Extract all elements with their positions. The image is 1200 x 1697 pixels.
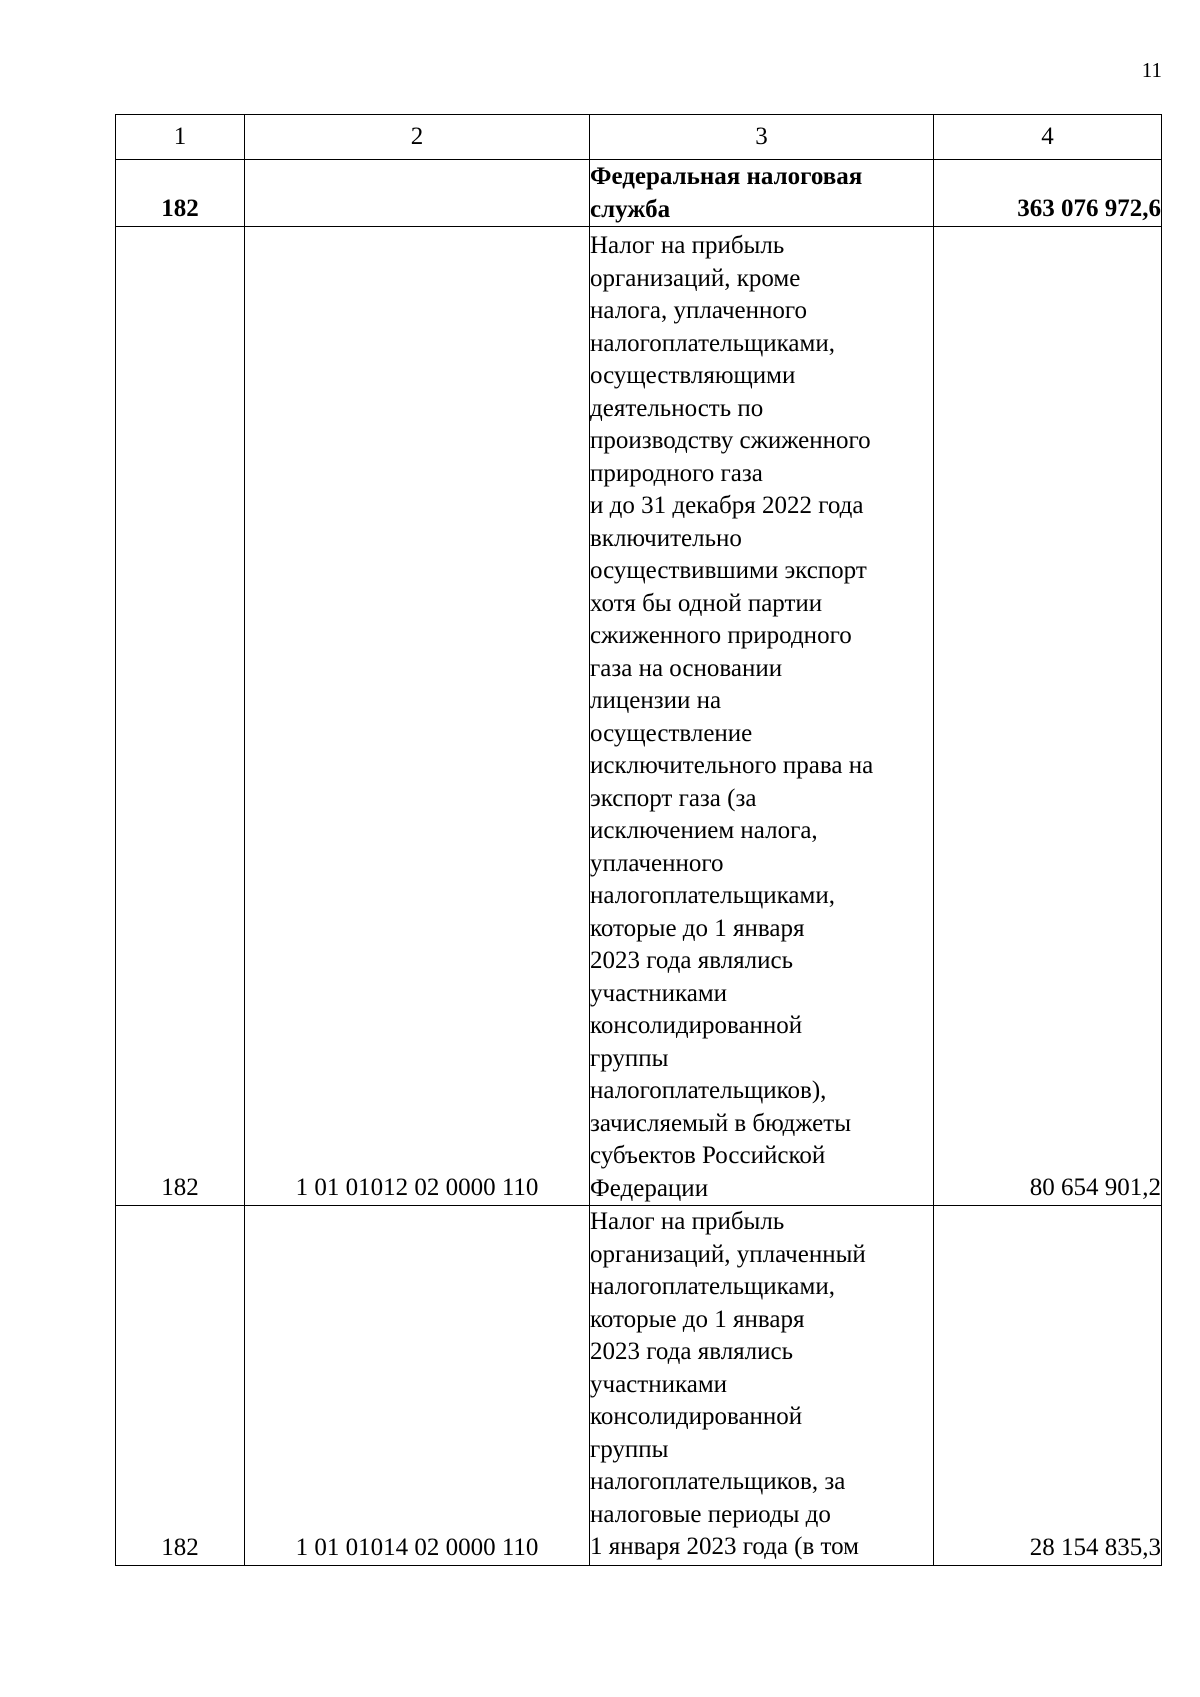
admin-code-cell: 182 — [116, 1206, 245, 1566]
description-line: группы — [590, 1044, 669, 1072]
description-cell — [590, 1206, 934, 1566]
description-line: налога, уплаченного — [590, 297, 808, 324]
description-line: исключительного права на — [590, 752, 874, 779]
description-line: газа на основании — [590, 654, 783, 682]
admin-code-cell: 182 — [116, 160, 245, 227]
description-line: осуществляющими — [590, 362, 796, 389]
description-line: Федеральная налоговая — [590, 163, 863, 190]
description-line: осуществление — [590, 719, 753, 747]
description-line: лицензии на — [590, 687, 722, 714]
description-line: консолидированной — [590, 1403, 803, 1430]
description-line: зачисляемый в бюджеты — [590, 1109, 851, 1137]
description-line: 2023 года являлись — [590, 947, 794, 974]
table-row — [116, 160, 1162, 227]
header-col-4: 4 — [934, 115, 1162, 160]
description-line: хотя бы одной партии — [590, 589, 823, 617]
description-line: участниками — [590, 1370, 728, 1398]
description-line: которые до 1 января — [590, 914, 805, 942]
description-line: деятельность по — [590, 394, 764, 422]
budget-revenue-table — [115, 114, 1162, 1566]
amount-cell: 80 654 901,2 — [934, 227, 1162, 1206]
page-number: 11 — [1141, 58, 1162, 82]
table-row — [116, 1206, 1162, 1566]
admin-code-cell: 182 — [116, 227, 245, 1206]
description-line: включительно — [590, 524, 742, 552]
description-line: налогоплательщиками, — [590, 329, 835, 357]
kbk-code-cell: 1 01 01012 02 0000 110 — [245, 227, 590, 1206]
description-line: природного газа — [590, 459, 763, 487]
description-line: налогоплательщиками, — [590, 1273, 835, 1300]
description-line: организаций, уплаченный — [590, 1240, 866, 1268]
header-col-3: 3 — [590, 115, 934, 160]
description-line: производству сжиженного — [590, 427, 871, 454]
table-row — [116, 227, 1162, 1206]
description-line: 1 января 2023 года (в том — [590, 1533, 859, 1560]
header-col-2: 2 — [245, 115, 590, 160]
description-line: субъектов Российской — [590, 1142, 826, 1169]
description-line: консолидированной — [590, 1012, 803, 1039]
kbk-code-cell — [245, 160, 590, 227]
header-col-1: 1 — [116, 115, 245, 160]
description-line: исключением налога, — [590, 817, 818, 844]
description-line: уплаченного — [590, 849, 724, 877]
description-line: служба — [590, 195, 671, 223]
description-line: организаций, кроме — [590, 264, 801, 292]
description-line: налогоплательщиков, за — [590, 1468, 846, 1495]
description-line: налоговые периоды до — [590, 1500, 831, 1528]
description-line: налогоплательщиков), — [590, 1077, 827, 1104]
description-line: и до 31 декабря 2022 года — [590, 492, 864, 519]
description-line: группы — [590, 1435, 669, 1463]
description-line: Налог на прибыль — [590, 232, 785, 259]
description-cell — [590, 227, 934, 1206]
description-line: которые до 1 января — [590, 1305, 805, 1333]
description-line: 2023 года являлись — [590, 1338, 794, 1365]
table-header-row — [116, 115, 1162, 160]
amount-cell: 363 076 972,6 — [934, 160, 1162, 227]
description-line: сжиженного природного — [590, 622, 852, 649]
description-line: налогоплательщиками, — [590, 882, 835, 909]
kbk-code-cell: 1 01 01014 02 0000 110 — [245, 1206, 590, 1566]
description-line: Федерации — [590, 1174, 709, 1202]
description-line: осуществившими экспорт — [590, 557, 867, 584]
description-line: Налог на прибыль — [590, 1208, 785, 1235]
amount-cell: 28 154 835,3 — [934, 1206, 1162, 1566]
description-line: участниками — [590, 979, 728, 1007]
description-line: экспорт газа (за — [590, 784, 757, 812]
description-cell — [590, 160, 934, 227]
